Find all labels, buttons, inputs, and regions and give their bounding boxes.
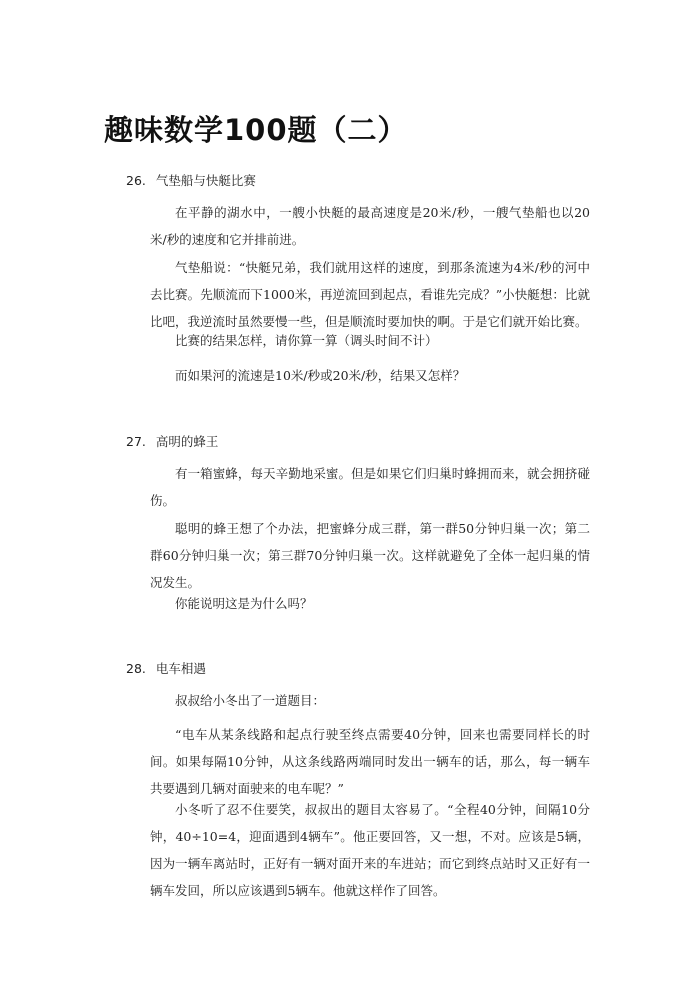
paragraph: 叔叔给小冬出了一道题目：	[175, 693, 326, 708]
question-number: 27.	[126, 434, 146, 449]
paragraph: “电车从某条线路和起点行驶至终点需要40分钟，回来也需要同样长的时间。如果每隔10分钟，从这条线路两端同时发出一辆车的话，那么，每一辆车共要遇到几辆对面驶来的电车呢？”	[150, 727, 590, 796]
paragraph: 比赛的结果怎样，请你算一算（调头时间不计）	[175, 333, 438, 348]
paragraph: 有一箱蜜蜂，每天辛勤地采蜜。但是如果它们归巢时蜂拥而来，就会拥挤碰伤。	[150, 466, 590, 508]
paragraph: 气垫船说：“快艇兄弟，我们就用这样的速度，到那条流速为4米/秒的河中去比赛。先顺流而下1000米，再逆流回到起点，看谁先完成？”小快艇想：比就比吧，我逆流时虽然要慢一些，但是顺流时要加快的啊。于是它们就开始比赛。	[150, 260, 590, 329]
question-title: 气垫船与快艇比赛	[155, 173, 256, 188]
question-number: 26.	[126, 173, 146, 188]
question-heading	[126, 659, 206, 677]
question-number: 28.	[126, 661, 146, 676]
question-title: 电车相遇	[155, 661, 206, 676]
question-title: 高明的蜂王	[155, 434, 219, 449]
paragraph: 你能说明这是为什么吗？	[175, 596, 313, 611]
question-heading	[126, 171, 256, 189]
paragraph: 聪明的蜂王想了个办法，把蜜蜂分成三群，第一群50分钟归巢一次；第二群60分钟归巢一次；第三群70分钟归巢一次。这样就避免了全体一起归巢的情况发生。	[150, 521, 590, 590]
paragraph: 小冬听了忍不住要笑，叔叔出的题目太容易了。“全程40分钟，间隔10分钟，40÷10=4，迎面遇到4辆车”。他正要回答，又一想，不对。应该是5辆，因为一辆车离站时，正好有一辆对面开来的车进站；而它到终点站时又正好有一辆车发回，所以应该遇到5辆车。他就这样作了回答。	[150, 802, 590, 898]
page-title: 趣味数学100题（二）	[104, 113, 408, 147]
question-heading	[126, 432, 218, 450]
paragraph: 在平静的湖水中，一艘小快艇的最高速度是20米/秒，一艘气垫船也以20米/秒的速度和它并排前进。	[150, 205, 590, 247]
paragraph: 而如果河的流速是10米/秒或20米/秒，结果又怎样？	[175, 368, 466, 383]
